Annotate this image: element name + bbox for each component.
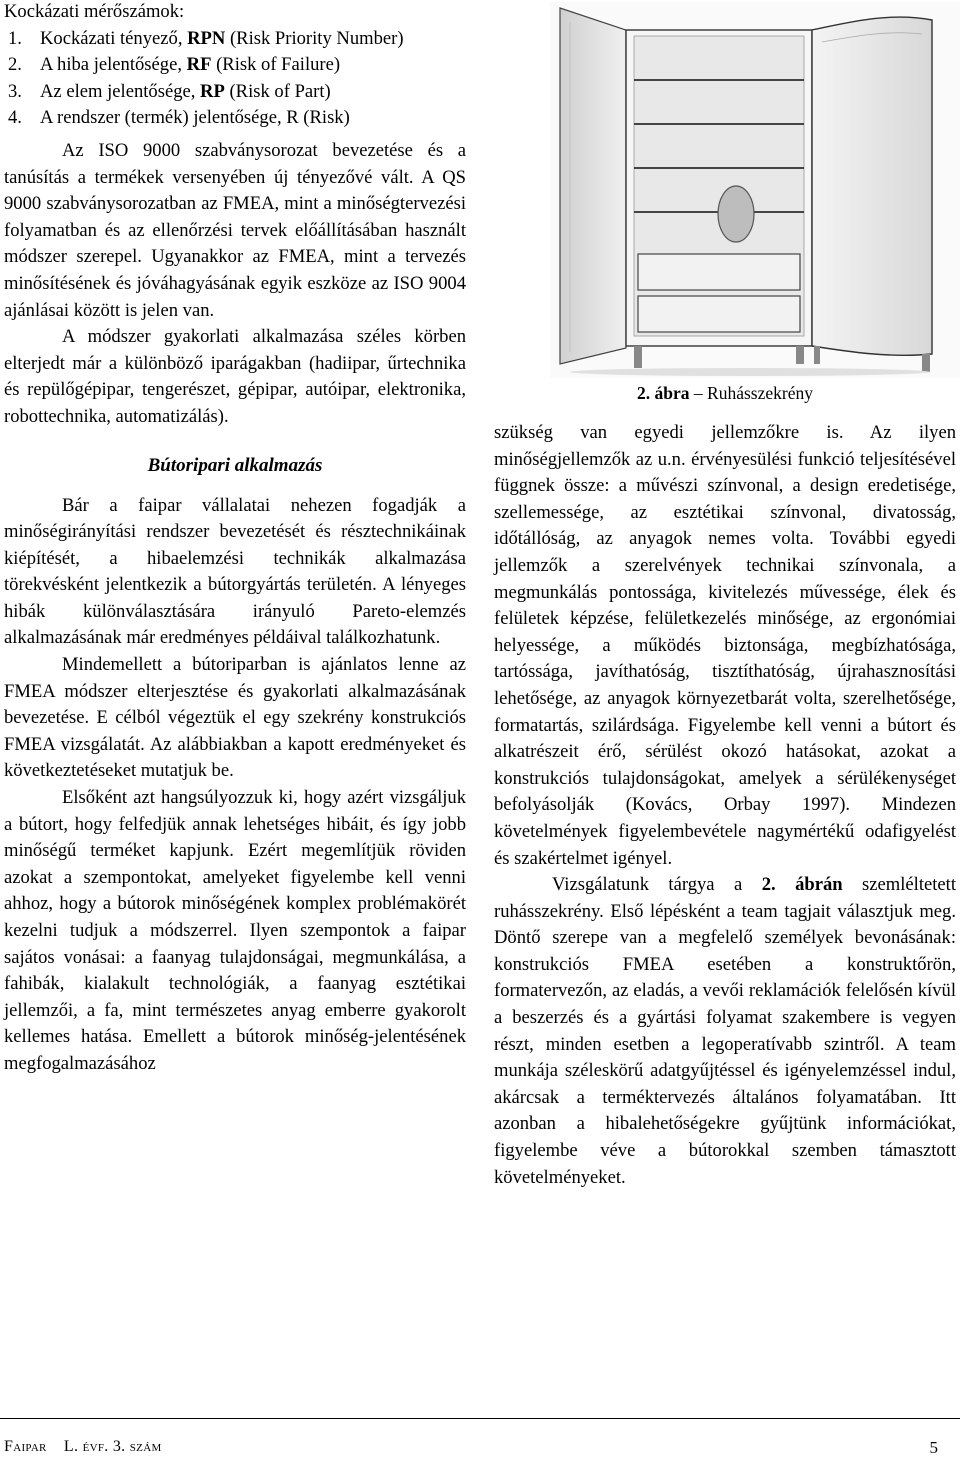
left-column: [4, 0, 466, 1078]
paragraph: Vizsgálatunk tárgya a 2. ábrán szemléltetett ruhásszekrény. Első lépésként a team tagjait választjuk meg. Döntő szerepe van a megfelelő személyek bevonásának: konstrukciós FMEA esetében a konstruktőrön, formatervezőn, az eladás, a vevői reklamációk felelősén kívül a beszerzés és a gyártási folyamat szakembere is vegyen részt, minden esetben a legoperatívabb szintről. A team munkája széleskörű adatgyűjtéssel és igényelemzéssel indul, akárcsak a terméktervezés általános folyamatában. Itt azonban a hibalehetőségekre gyűjtünk információkat, figyelembe véve a bútorokkal szemben támasztott követelményeket.: [494, 874, 957, 1188]
page-footer: [0, 1418, 960, 1461]
journal-volume: L. évf. 3. szám: [63, 1438, 162, 1455]
journal-name: Faipar: [4, 1438, 47, 1455]
page-number: 5: [929, 1438, 938, 1457]
wardrobe-figure: [550, 2, 960, 378]
list-item: 2. A hiba jelentősége, RF (Risk of Failure): [8, 54, 341, 76]
risk-metrics-list: [4, 26, 466, 132]
list-item: 1. Kockázati tényező, RPN (Risk Priority Number): [8, 27, 404, 49]
paragraph: Az ISO 9000 szabványsorozat bevezetése és a tanúsítás a termékek versenyében új tényezővé vált. A QS 9000 szabványsorozatban az FMEA, mint a minőségtervezési folyamatban és az ellenőrzési tervek előállításában használt módszer szerepel. Ugyanakkor az FMEA, mint a tervezés minősítésének és jóváhagyásának egyik eszköze az ISO 9004 ajánlásai között is jelen van.: [4, 139, 466, 321]
right-column: [494, 0, 956, 1191]
wardrobe-icon: [550, 2, 960, 378]
list-item: 3. Az elem jelentősége, RP (Risk of Part): [8, 80, 331, 102]
figure-caption: 2. ábra – Ruhásszekrény: [637, 383, 813, 403]
paragraph: Elsőként azt hangsúlyozzuk ki, hogy azért vizsgáljuk a bútort, hogy felfedjük annak lehetséges hibáit, és így jobb minőségű terméket kapjunk. Ezért megemlítjük röviden azokat a szempontokat, amelyeket figyelembe kell venni ahhoz, hogy a bútorok minőségének komplex problémakörét kezelni tudjuk a módszerrel. Ilyen szempontok a faipar sajátos vonásai: a faanyag tulajdonságai, megmunkálása, a fahibák, kialakult technológiák, a faanyag esztétikai jellemzői, a fa, mint természetes anyag emberre gyakorolt kellemes hatása. Emellett a bútorok minőség-jelentésének megfogalmazásához: [4, 787, 466, 1074]
list-item: 4. A rendszer (termék) jelentősége, R (Risk): [8, 107, 350, 129]
list-heading: Kockázati mérőszámok:: [4, 1, 185, 22]
paragraph: szükség van egyedi jellemzőkre is. Az ilyen minőségjellemzők az u.n. érvényesülési funkció teljesítésével függnek össze: a művészi színvonal, a design eredetisége, szellemessége, az esztétikai színvonal, divatosság, időtállóság, az anyagok nemes volta. További egyedi jellemzők a szerelvények technikai színvonala, a megmunkálás pontossága, kivitelezés művessége, élek és felületek képzése, felületkezelés minősége, az ergonómiai helyessége, a működés biztonsága, megbízhatósága, tartóssága, javíthatóság, tisztíthatóság, újrahasznosítási lehetősége, az anyagok környezetbarát volta, szerelhetősége, formatartás, szilárdsága. Figyelembe kell venni a bútort és alkatrészeit érő, sérülést okozó hatásokat, azokat a konstrukciós tulajdonságokat, amelyek a sérülékenységet befolyásolják (Kovács, Orbay 1997). Mindezen követelmények figyelembevétele nagymértékű odafigyelést és szakértelmet igényel.: [494, 422, 956, 869]
journal-info: [4, 1438, 162, 1456]
footer-rule: [0, 1418, 960, 1419]
paragraph: Bár a faipar vállalatai nehezen fogadják a minőségirányítási rendszer bevezetését és résztechnikáinak kiépítését, a hibaelemzési technikák alkalmazása törekvésként jelentkezik a bútorgyártás területén. A lényeges hibák különválasztására irányuló Pareto-elemzés alkalmazásának már eredményes példáival találkozhatunk.: [4, 494, 466, 649]
section-heading: Bútoripari alkalmazás: [147, 454, 323, 476]
paragraph: Mindemellett a bútoriparban is ajánlatos lenne az FMEA módszer elterjesztése és gyakorlati alkalmazásának bevezetése. E célból végeztük el egy szekrény konstrukciós FMEA vizsgálatát. Az alábbiakban a kapott eredményeket és következtetéseket mutatjuk be.: [4, 654, 466, 782]
paragraph: A módszer gyakorlati alkalmazása széles körben elterjedt már a különböző iparágakban (hadiipar, űrtechnika és repülőgépipar, tengerészet, gépipar, autóipar, elektronika, robottechnika, automatizálás).: [4, 326, 466, 427]
